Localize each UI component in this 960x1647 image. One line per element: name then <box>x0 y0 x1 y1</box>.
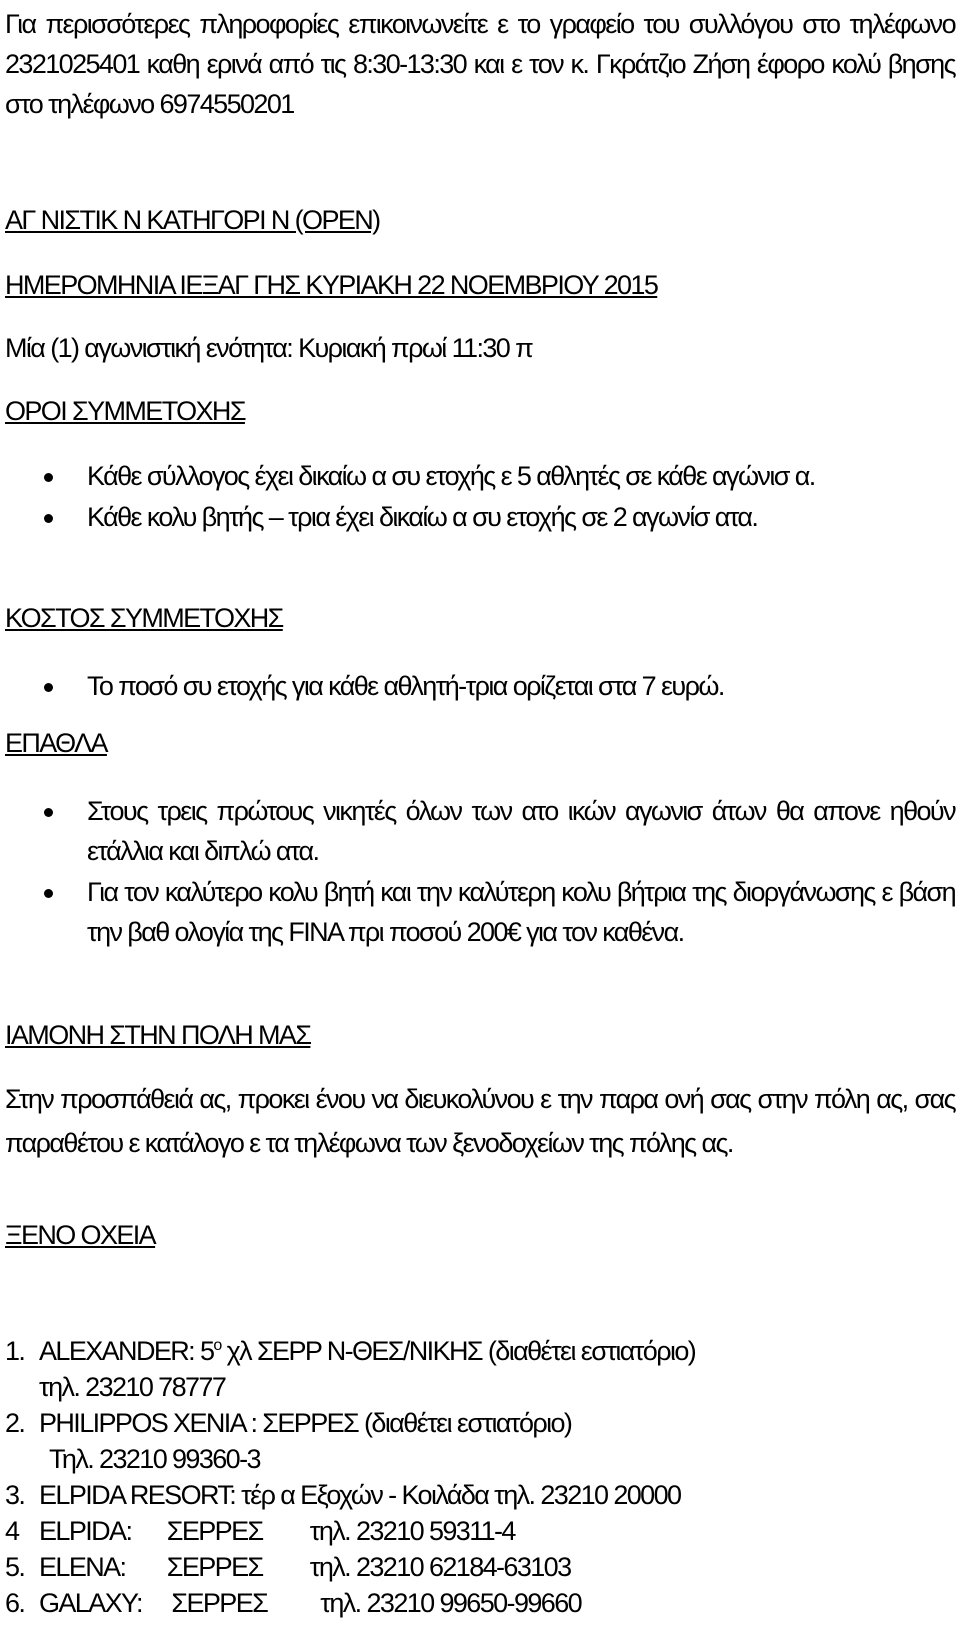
item-number: 5. <box>5 1552 25 1582</box>
item-number: 6. <box>5 1588 25 1618</box>
superscript: ο <box>213 1337 221 1354</box>
list-item <box>5 1585 955 1621</box>
heading-cost: ΚΟΣΤΟΣ ΣΥΜΜΕΤΟΧΗΣ <box>5 603 283 633</box>
list-item <box>5 1477 955 1513</box>
stay-paragraph: Στην προσπάθειά ας, προκει ένου να διευκολύνου ε την παρα ονή σας στην πόλη ας, σας παραθέτου ε κατάλογο ε τα τηλέφωνα των ξενοδοχείων της πόλης ας. <box>5 1084 955 1158</box>
item-number: 1. <box>5 1336 25 1366</box>
intro-paragraph: Για περισσότερες πληροφορίες επικοινωνείτε ε το γραφείο του συλλόγου στο τηλέφωνο 2321025401 καθη ερινά από τις 8:30-13:30 και ε τον κ. Γκράτζιο Ζήση έφορο κολύ βησης στο τηλέφωνο 6974550201 <box>5 9 955 119</box>
heading-categories: ΑΓ ΝΙΣΤΙΚ Ν ΚΑΤΗΓΟΡΙ Ν (OPEN) <box>5 205 380 235</box>
item-number: 2. <box>5 1408 25 1438</box>
list-item: Κάθε κολυ βητής – τρια έχει δικαίω α συ ετοχής σε 2 αγωνίσ ατα. <box>5 497 955 537</box>
list-item: Κάθε σύλλογος έχει δικαίω α συ ετοχής ε 5 αθλητές σε κάθε αγώνισ α. <box>5 456 955 496</box>
item-number: 4 <box>5 1516 19 1546</box>
hotel-name: ELPIDA RESORT: τέρ α Εξοχών - Κοιλάδα τηλ. 23210 20000 <box>39 1480 681 1510</box>
terms-list <box>5 456 955 538</box>
hotel-phone: Τηλ. 23210 99360-3 <box>49 1444 260 1474</box>
session-line: Μία (1) αγωνιστική ενότητα: Κυριακή πρωί 11:30 π <box>5 333 533 363</box>
list-item <box>5 1549 955 1585</box>
hotel-phone: τηλ. 23210 78777 <box>39 1372 226 1402</box>
hotel-name: PHILIPPOS XENIA : ΣΕΡΡΕΣ (διαθέτει εστιατόριο) <box>39 1408 572 1438</box>
hotel-name: GALAXY: ΣΕΡΡΕΣ τηλ. 23210 99650-99660 <box>39 1588 582 1618</box>
hotel-location: χλ ΣΕΡΡ Ν-ΘΕΣ/ΝΙΚΗΣ (διαθέτει εστιατόριο) <box>220 1336 696 1366</box>
hotel-name: ALEXANDER: 5 <box>39 1336 214 1366</box>
heading-prizes: ΕΠΑΘΛΑ <box>5 728 107 758</box>
list-item <box>5 1513 955 1549</box>
list-item: Για τον καλύτερο κολυ βητή και την καλύτερη κολυ βήτρια της διοργάνωσης ε βάση την βαθ ολογία της FINA πρι ποσού 200€ για τον καθένα. <box>5 872 955 952</box>
list-item <box>5 1405 955 1441</box>
hotel-name: ELENA: ΣΕΡΡΕΣ τηλ. 23210 62184-63103 <box>39 1552 571 1582</box>
hotels-list <box>5 1328 955 1621</box>
heading-date: ΗΜΕΡΟΜΗΝΙΑ ΙΕΞΑΓ ΓΗΣ ΚΥΡΙΑΚΗ 22 ΝΟΕΜΒΡΙΟΥ 2015 <box>5 270 658 300</box>
heading-hotels: ΞΕΝΟ ΟΧΕΙΑ <box>5 1220 156 1250</box>
cost-list <box>5 666 955 707</box>
item-number: 3. <box>5 1480 25 1510</box>
list-item <box>5 1328 955 1369</box>
heading-terms: ΟΡΟΙ ΣΥΜΜΕΤΟΧΗΣ <box>5 396 245 426</box>
heading-stay: ΙΑΜΟΝΗ ΣΤΗΝ ΠΟΛΗ ΜΑΣ <box>5 1020 311 1050</box>
prizes-list <box>5 791 955 953</box>
list-item: Στους τρεις πρώτους νικητές όλων των ατο ικών αγωνισ άτων θα απονε ηθούν ετάλλια και διπλώ ατα. <box>5 791 955 871</box>
list-item: Το ποσό συ ετοχής για κάθε αθλητή-τρια ορίζεται στα 7 ευρώ. <box>5 666 955 706</box>
hotel-name: ELPIDA: ΣΕΡΡΕΣ τηλ. 23210 59311-4 <box>39 1516 515 1546</box>
